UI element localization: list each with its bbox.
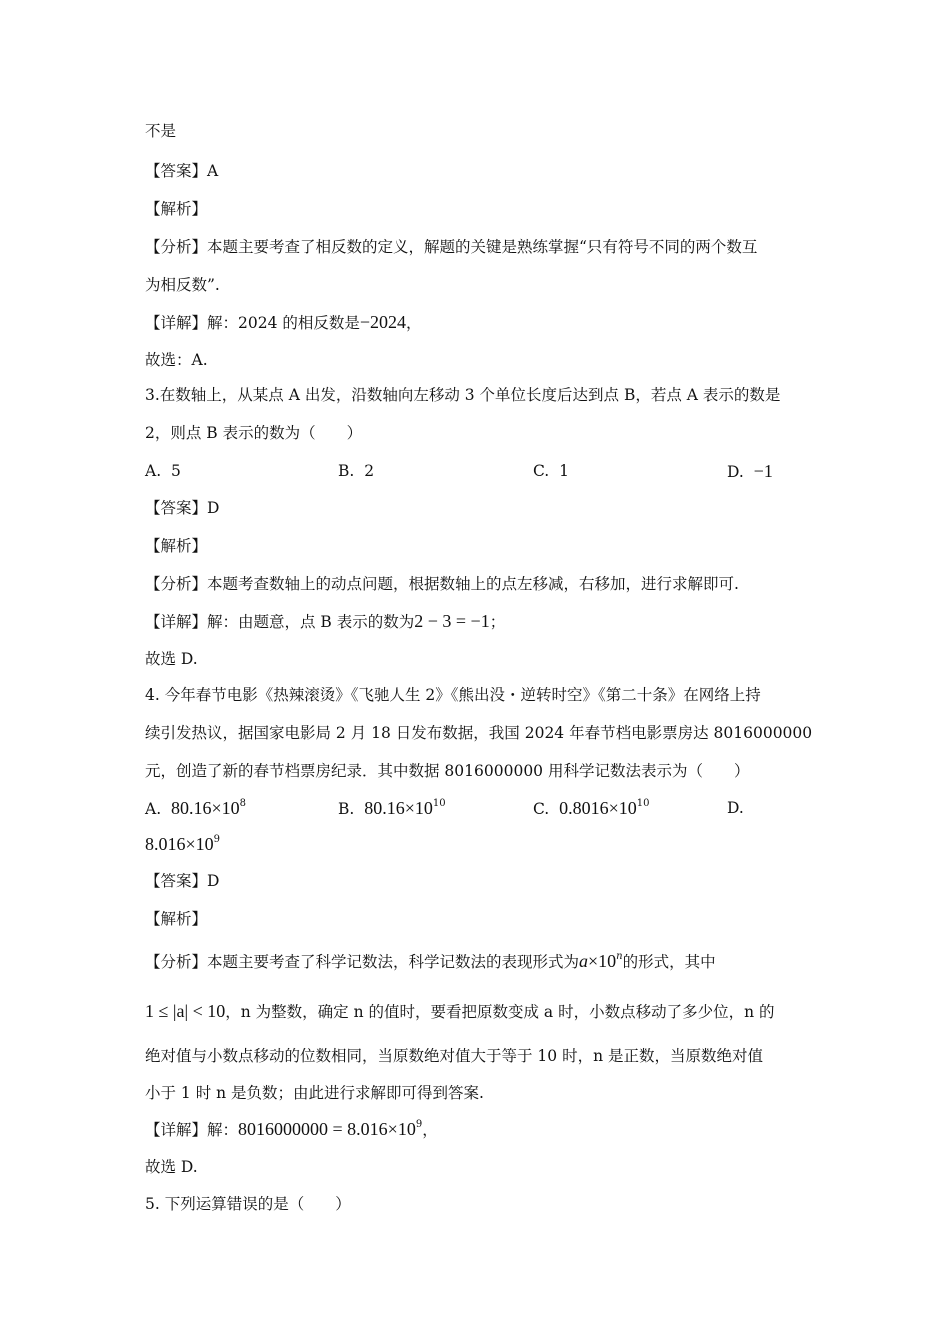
q3-option-d <box>727 460 773 483</box>
q3-analysis: 【分析】本题考查数轴上的动点问题，根据数轴上的点左移减，右移加，进行求解即可. <box>145 575 739 593</box>
q4-stem-line1: 4. 今年春节电影《热辣滚烫》《飞驰人生 2》《熊出没・逆转时空》《第二十条》在网络上持 <box>145 686 761 704</box>
q2-conclusion: 故选：A. <box>145 351 208 369</box>
q4-option-d-value <box>145 833 220 856</box>
q4-option-d-label: D. <box>727 799 744 817</box>
q3-answer: 【答案】D <box>145 499 220 517</box>
q4-analysis-line1-prefix: 【分析】本题主要考查了科学记数法，科学记数法的表现形式为 <box>145 953 580 971</box>
q2-analysis-line2: 为相反数”. <box>145 276 220 294</box>
q4-option-d-base: 8.016×10 <box>145 834 214 854</box>
q4-option-a-exp: 8 <box>239 798 247 809</box>
q4-analysis-line1-suffix: 的形式，其中 <box>622 953 716 971</box>
q3-option-a <box>145 460 181 482</box>
q2-detail-suffix: ， <box>406 314 422 332</box>
q3-option-b <box>338 460 374 482</box>
q3-stem-line1: 3.在数轴上，从某点 A 出发，沿数轴向左移动 3 个单位长度后达到点 B，若点 A 表示的数是 <box>145 386 781 404</box>
q3-option-a-value: 5 <box>170 462 181 480</box>
q3-option-c-value: 1 <box>559 462 569 480</box>
q4-analysis-line1 <box>145 950 716 973</box>
q4-detail-math-base: 8016000000 = 8.016×10 <box>238 1119 416 1139</box>
q3-detail <box>145 610 505 633</box>
q4-analysis-line3: 绝对值与小数点移动的位数相同，当原数绝对值大于等于 10 时，n 是正数，当原数绝对值 <box>145 1047 763 1065</box>
q3-option-b-value: 2 <box>364 462 375 480</box>
q4-option-b-label: B. <box>338 800 355 818</box>
q4-option-a <box>145 797 246 820</box>
q4-option-a-label: A. <box>145 800 162 818</box>
q2-analysis-line1: 【分析】本题主要考查了相反数的定义，解题的关键是熟练掌握“只有符号不同的两个数互 <box>145 238 758 256</box>
q2-answer: 【答案】A <box>145 162 219 180</box>
q4-option-d-exp: 9 <box>213 834 221 845</box>
q4-analysis-line2 <box>145 1000 775 1023</box>
q4-option-c-base: 0.8016×10 <box>559 798 637 818</box>
q3-option-c <box>533 460 569 482</box>
q3-option-c-label: C. <box>533 462 550 480</box>
q4-detail <box>145 1118 438 1141</box>
q3-option-d-value: −1 <box>753 461 773 481</box>
q3-option-d-label: D. <box>727 463 744 481</box>
q4-analysis-math-a: a <box>579 951 589 971</box>
q4-option-c-exp: 10 <box>636 798 650 809</box>
q4-jiexi-heading: 【解析】 <box>145 910 208 928</box>
q4-analysis-abs-math: 1 ≤ |a| < 10 <box>145 1001 226 1021</box>
q3-detail-prefix: 【详解】解：由题意，点 B 表示的数为 <box>145 613 415 631</box>
q5-stem: 5. 下列运算错误的是（ ） <box>145 1195 351 1213</box>
q4-analysis-line4: 小于 1 时 n 是负数；由此进行求解即可得到答案. <box>145 1084 484 1102</box>
q3-conclusion: 故选 D. <box>145 650 198 668</box>
q2-detail-prefix: 【详解】解：2024 的相反数是 <box>145 314 360 332</box>
q3-stem-line2: 2，则点 B 表示的数为（ ） <box>145 424 363 442</box>
q4-analysis-math-mid: ×10 <box>588 951 617 971</box>
q3-jiexi-heading: 【解析】 <box>145 537 208 555</box>
q4-option-a-base: 80.16×10 <box>170 798 240 818</box>
q4-detail-suffix: ， <box>422 1121 438 1139</box>
q4-detail-prefix: 【详解】解： <box>145 1121 239 1139</box>
q4-option-c <box>533 797 649 820</box>
q4-analysis-line2-text: ，n 为整数，确定 n 的值时，要看把原数变成 a 时，小数点移动了多少位，n 的 <box>225 1003 775 1021</box>
q2-jiexi-heading: 【解析】 <box>145 200 208 218</box>
q4-analysis-math-exp: n <box>616 951 623 962</box>
q4-stem-line3: 元，创造了新的春节档票房纪录．其中数据 8016000000 用科学记数法表示为（ ） <box>145 762 750 780</box>
q4-option-b-base: 80.16×10 <box>364 798 433 818</box>
q4-option-b-exp: 10 <box>432 798 446 809</box>
q2-detail <box>145 311 422 334</box>
q3-detail-suffix: ； <box>489 613 506 631</box>
q3-option-a-label: A. <box>145 462 162 480</box>
q4-option-b <box>338 797 446 820</box>
q3-detail-math: 2 − 3 = −1 <box>414 611 490 631</box>
q2-detail-math: −2024 <box>359 312 407 332</box>
q4-answer: 【答案】D <box>145 872 220 890</box>
q4-stem-line2: 续引发热议，据国家电影局 2 月 18 日发布数据，我国 2024 年春节档电影票房达 8016000000 <box>145 724 813 742</box>
q3-option-b-label: B. <box>338 462 355 480</box>
q4-conclusion: 故选 D. <box>145 1158 198 1176</box>
q4-option-c-label: C. <box>533 800 550 818</box>
q4-detail-math-exp: 9 <box>415 1119 423 1130</box>
q2-tail-line: 不是 <box>145 122 177 140</box>
